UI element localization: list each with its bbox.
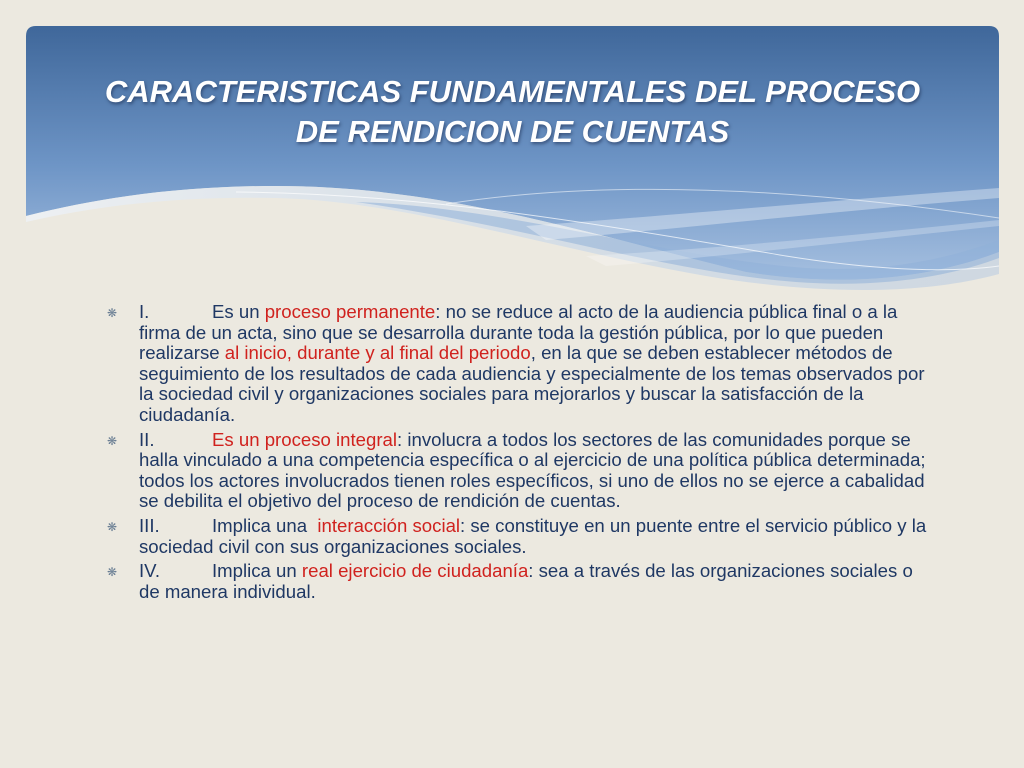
asterisk-bullet-icon: ❋	[107, 433, 118, 448]
asterisk-bullet-icon: ❋	[107, 519, 118, 534]
highlighted-text: Es un proceso integral	[212, 428, 398, 450]
slide-title: CARACTERISTICAS FUNDAMENTALES DEL PROCESO DE RENDICION DE CUENTAS	[104, 74, 921, 149]
list-item	[107, 302, 927, 426]
item-number: IV.	[139, 560, 161, 582]
bullet-list	[107, 302, 927, 606]
item-text: Es un	[212, 301, 265, 322]
header-banner	[26, 26, 999, 296]
list-item	[107, 430, 927, 512]
item-text: Implica un	[212, 560, 302, 582]
item-text: , en la que se deben establecer métodos de seguimiento de los resultados de cada audiencia y especialmente de los temas observados por la sociedad civil y organizaciones sociales para mejorarlos y buscar la satisfacción de la ciudadanía.	[139, 342, 925, 425]
asterisk-bullet-icon: ❋	[107, 565, 118, 580]
item-text: : no se reduce al acto de la audiencia pública final o a la firma de un acta, sino que se desarrolla durante toda la gestión pública, por lo que pueden realizarse	[139, 301, 898, 364]
item-text: Implica una	[212, 514, 318, 536]
highlighted-text: real ejercicio de ciudadanía	[301, 560, 529, 582]
item-text: : se constituye en un puente entre el servicio público y la sociedad civil con sus organizaciones sociales.	[139, 514, 927, 557]
list-item	[107, 516, 927, 557]
item-number: I.	[139, 301, 150, 322]
asterisk-bullet-icon: ❋	[107, 306, 118, 320]
item-text: : sea a través de las organizaciones sociales o de manera individual.	[139, 560, 913, 602]
item-number: III.	[139, 514, 160, 536]
header-wave-graphic	[26, 26, 999, 296]
highlighted-text: interacción social	[317, 514, 461, 536]
highlighted-text: proceso permanente	[264, 301, 436, 322]
item-text: : involucra a todos los sectores de las comunidades porque se halla vinculado a una competencia específica o al ejercicio de una política pública determinada; todos los actores involucrados tienen roles específicos, si uno de ellos no se ejerce a cabalidad se debilita el objetivo del proceso de rendición de cuentas.	[139, 428, 926, 512]
list-item	[107, 561, 927, 602]
highlighted-text: al inicio, durante y al final del periodo	[224, 342, 531, 364]
item-number: II.	[139, 428, 155, 450]
